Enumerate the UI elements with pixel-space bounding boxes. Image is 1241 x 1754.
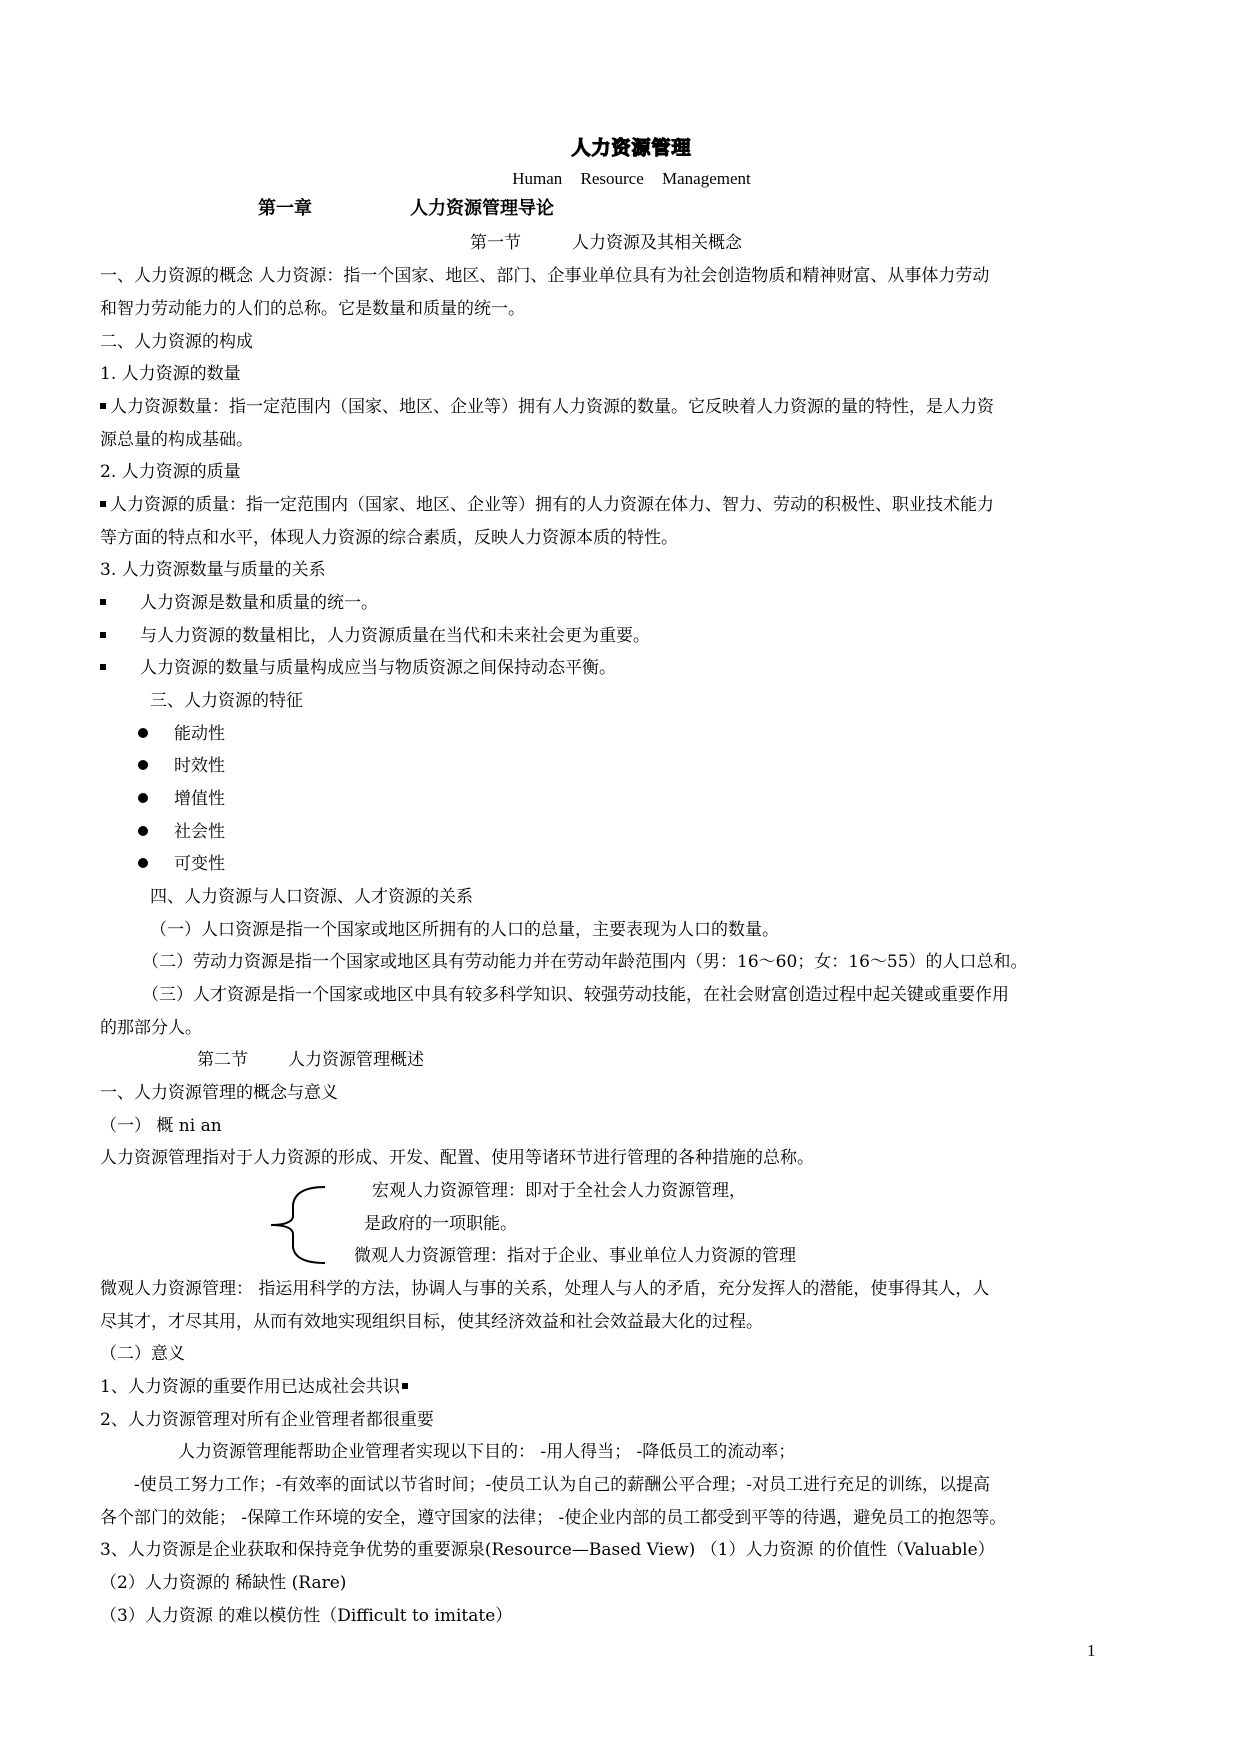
macro-hrm-line-2: 是政府的一项职能。 xyxy=(364,1214,517,1234)
significance-1-text: 1、人力资源的重要作用已达成社会共识 xyxy=(100,1377,400,1397)
paragraph-quantity-line-2: 源总量的构成基础。 xyxy=(100,430,253,450)
relation-item xyxy=(100,658,616,678)
trait-text: 社会性 xyxy=(174,822,225,842)
trait-text: 增值性 xyxy=(174,789,225,809)
trait-item xyxy=(138,756,225,776)
round-bullet-icon xyxy=(138,728,148,738)
micro-hrm-line-1: 微观人力资源管理： 指运用科学的方法，协调人与事的关系，处理人与人的矛盾，充分发挥人的潜能，使事得其人，人 xyxy=(100,1279,990,1299)
round-bullet-icon xyxy=(138,793,148,803)
paragraph-quality-line-2: 等方面的特点和水平，体现人力资源的综合素质，反映人力资源本质的特性。 xyxy=(100,528,678,548)
heading-resource-relation: 四、人力资源与人口资源、人才资源的关系 xyxy=(150,887,473,907)
paragraph-quality-line-1 xyxy=(100,495,994,515)
subheading-significance: （二）意义 xyxy=(100,1344,185,1364)
section2-label: 第二节 xyxy=(197,1050,248,1070)
subheading-concept: （一） 概 ni an xyxy=(100,1116,222,1136)
paragraph-quantity-text: 人力资源数量：指一定范围内（国家、地区、企业等）拥有人力资源的数量。它反映着人力资源的量的特性，是人力资 xyxy=(110,397,994,417)
relation-item-text: 与人力资源的数量相比，人力资源质量在当代和未来社会更为重要。 xyxy=(140,626,650,646)
trait-item xyxy=(138,724,225,744)
relation-item xyxy=(100,626,650,646)
round-bullet-icon xyxy=(138,826,148,836)
relation-item xyxy=(100,593,378,613)
document-subtitle: Human Resource Management xyxy=(512,169,751,188)
paragraph-1-line-2: 和智力劳动能力的人们的总称。它是数量和质量的统一。 xyxy=(100,299,525,319)
relation-population: （一）人口资源是指一个国家或地区所拥有的人口的总量，主要表现为人口的数量。 xyxy=(150,920,779,940)
paragraph-quantity-line-1 xyxy=(100,397,994,417)
section1-label: 第一节 xyxy=(470,233,521,253)
section1-title: 人力资源及其相关概念 xyxy=(572,233,742,253)
heading-quality: 2. 人力资源的质量 xyxy=(100,462,241,482)
significance-3: 3、人力资源是企业获取和保持竞争优势的重要源泉(Resource—Based View) （1）人力资源 的价值性（Valuable） xyxy=(100,1540,995,1560)
heading-quantity: 1. 人力资源的数量 xyxy=(100,364,241,384)
round-bullet-icon xyxy=(138,760,148,770)
trait-item xyxy=(138,822,225,842)
significance-1 xyxy=(100,1377,412,1397)
significance-2: 2、人力资源管理对所有企业管理者都很重要 xyxy=(100,1410,434,1430)
trait-text: 能动性 xyxy=(174,724,225,744)
significance-2-goals-line-2: -使员工努力工作；-有效率的面试以节省时间；-使员工认为自己的薪酬公平合理；-对员工进行充足的训练，以提高 xyxy=(134,1475,990,1495)
round-bullet-icon xyxy=(138,858,148,868)
relation-item-text: 人力资源是数量和质量的统一。 xyxy=(140,593,378,613)
chapter-title: 人力资源管理导论 xyxy=(410,198,554,219)
hrm-definition: 人力资源管理指对于人力资源的形成、开发、配置、使用等诸环节进行管理的各种措施的总称。 xyxy=(100,1148,814,1168)
macro-hrm-line-1: 宏观人力资源管理：即对于全社会人力资源管理， xyxy=(372,1181,746,1201)
page-number: 1 xyxy=(1087,1641,1096,1660)
heading-hrm-concept: 一、人力资源管理的概念与意义 xyxy=(100,1083,338,1103)
trait-item xyxy=(138,789,225,809)
square-bullet-icon xyxy=(100,599,106,605)
brace-icon xyxy=(265,1185,335,1265)
paragraph-quality-text: 人力资源的质量：指一定范围内（国家、地区、企业等）拥有的人力资源在体力、智力、劳动的积极性、职业技术能力 xyxy=(110,495,994,515)
relation-item-text: 人力资源的数量与质量构成应当与物质资源之间保持动态平衡。 xyxy=(140,658,616,678)
square-bullet-icon xyxy=(100,501,106,507)
paragraph-1-line-1: 一、人力资源的概念 人力资源：指一个国家、地区、部门、企事业单位具有为社会创造物质和精神财富、从事体力劳动 xyxy=(100,266,990,286)
heading-relation: 3. 人力资源数量与质量的关系 xyxy=(100,560,326,580)
trait-text: 时效性 xyxy=(174,756,225,776)
relation-talent-line-2: 的那部分人。 xyxy=(100,1018,202,1038)
square-bullet-icon xyxy=(402,1383,408,1389)
heading-composition: 二、人力资源的构成 xyxy=(100,332,253,352)
significance-2-goals-line-3: 各个部门的效能； -保障工作环境的安全，遵守国家的法律； -使企业内部的员工都受到平等的待遇，避免员工的抱怨等。 xyxy=(100,1508,1007,1528)
relation-talent-line-1: （三）人才资源是指一个国家或地区中具有较多科学知识、较强劳动技能，在社会财富创造过程中起关键或重要作用 xyxy=(142,985,1009,1005)
square-bullet-icon xyxy=(100,403,106,409)
micro-hrm-brief: 微观人力资源管理：指对于企业、事业单位人力资源的管理 xyxy=(354,1246,796,1266)
document-title: 人力资源管理 xyxy=(571,137,692,159)
square-bullet-icon xyxy=(100,664,106,670)
trait-item xyxy=(138,854,225,874)
trait-text: 可变性 xyxy=(174,854,225,874)
heading-traits: 三、人力资源的特征 xyxy=(150,691,303,711)
significance-3-inimitable: （3）人力资源 的难以模仿性（Difficult to imitate） xyxy=(100,1606,513,1626)
square-bullet-icon xyxy=(100,632,106,638)
section2-title: 人力资源管理概述 xyxy=(288,1050,424,1070)
micro-hrm-line-2: 尽其才，才尽其用，从而有效地实现组织目标，使其经济效益和社会效益最大化的过程。 xyxy=(100,1312,763,1332)
significance-2-goals-line-1: 人力资源管理能帮助企业管理者实现以下目的： -用人得当； -降低员工的流动率； xyxy=(178,1442,796,1462)
significance-3-rare: （2）人力资源的 稀缺性 (Rare) xyxy=(100,1573,347,1593)
relation-labor: （二）劳动力资源是指一个国家或地区具有劳动能力并在劳动年龄范围内（男：16～60；女：16～55）的人口总和。 xyxy=(142,952,1028,972)
chapter-label: 第一章 xyxy=(258,198,312,219)
